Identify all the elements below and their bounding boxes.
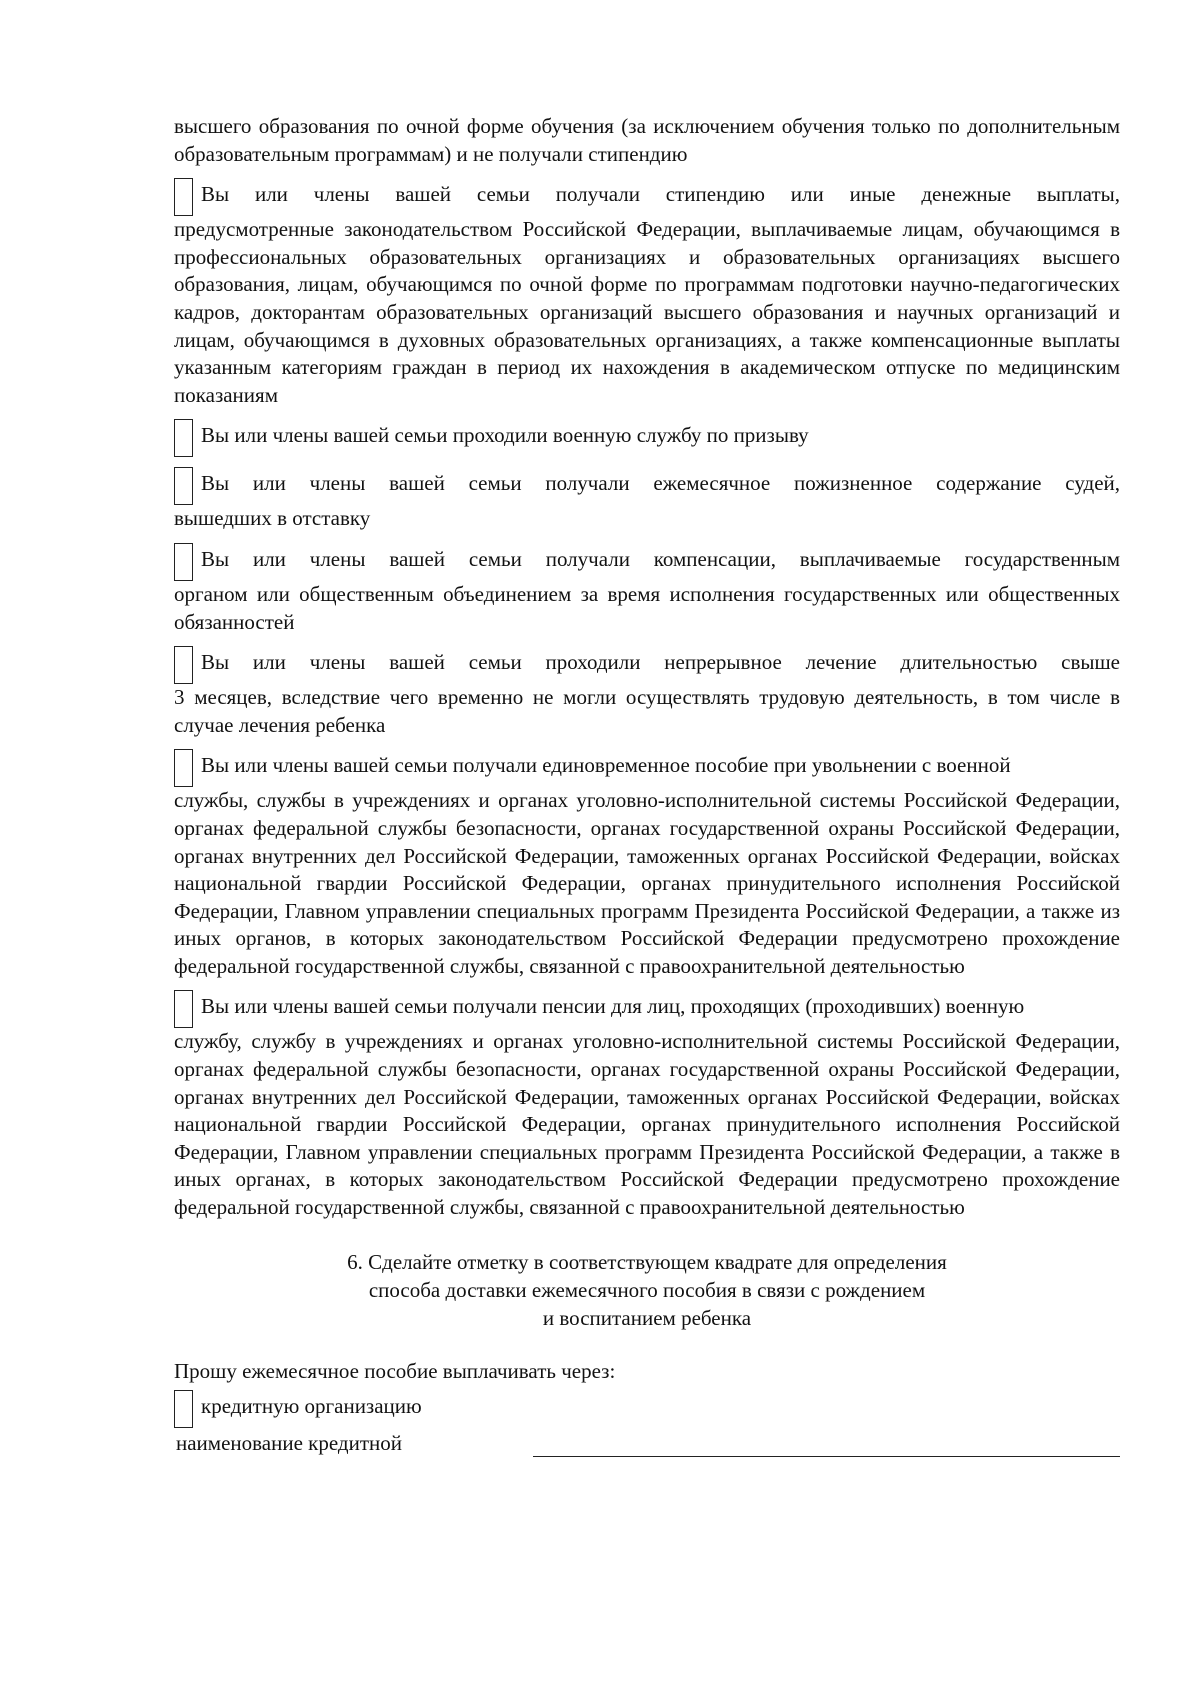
item-medical-treatment	[174, 649, 1120, 739]
checkbox-compensation[interactable]	[174, 543, 193, 581]
checkbox-judges-allowance[interactable]	[174, 467, 193, 505]
item-judges-allowance-first-line: Вы или члены вашей семьи получали ежемесячное пожизненное содержание судей,	[201, 471, 1120, 496]
item-scholarship-text: предусмотренные законодательством Российской Федерации, выплачиваемые лицам, обучающимся в профессиональных образовательных организациях и образовательных организациях высшего образования, лицам, обучающимся по очной форме по программам подготовки научно-педагогических кадров, докторантам образовательных организаций высшего образования и научных организаций и лицам, обучающимся в духовных образовательных организациях, а также компенсационные выплаты указанным категориям граждан в период их нахождения в академическом отпуске по медицинским показаниям	[174, 217, 1120, 407]
item-judges-allowance	[174, 470, 1120, 533]
item-dismissal-benefit-first-line: Вы или члены вашей семьи получали единовременное пособие при увольнении с военной	[201, 753, 1011, 778]
item-compensation-text: органом или общественным объединением за время исполнения государственных или общественных обязанностей	[174, 581, 1120, 634]
section-6-line-3: и воспитанием ребенка	[542, 1305, 752, 1330]
item-military-conscription	[174, 422, 1120, 457]
item-judges-allowance-text: вышедших в отставку	[174, 506, 371, 531]
item-scholarship	[174, 181, 1120, 409]
item-military-conscription-first-line: Вы или члены вашей семьи проходили военную службу по призыву	[201, 423, 809, 448]
intro-paragraph: высшего образования по очной форме обучения (за исключением обучения только по дополнительным образовательным программам) и не получали стипендию	[174, 114, 1120, 166]
application-form-page	[174, 113, 1120, 1460]
item-dismissal-benefit	[174, 752, 1120, 980]
checkbox-military-conscription[interactable]	[174, 419, 193, 457]
item-medical-treatment-text: 3 месяцев, вследствие чего временно не могли осуществлять трудовую деятельность, в том числе в случае лечения ребенка	[174, 685, 1120, 737]
checkbox-credit-organization[interactable]	[174, 1390, 193, 1428]
item-service-pension-text: службу, службу в учреждениях и органах уголовно-исполнительной системы Российской Федерации, органах федеральной службы безопасности, органах государственной охраны Российской Федерации, органах внутренних дел Российской Федерации, таможенных органах Российской Федерации, войсках национальной гвардии Российской Федерации, органах принудительного исполнения Российской Федерации, Главном управлении специальных программ Президента Российской Федерации, а также в иных органах, в которых законодательством Российской Федерации предусмотрено прохождение федеральной государственной службы, связанной с правоохранительной деятельностью	[174, 1029, 1120, 1220]
bank-name-label: наименование кредитной	[176, 1431, 402, 1456]
request-text: Прошу ежемесячное пособие выплачивать через:	[174, 1358, 616, 1383]
item-medical-treatment-first-line: Вы или члены вашей семьи проходили непрерывное лечение длительностью свыше	[201, 650, 1120, 675]
section-6-line-2: способа доставки ежемесячного пособия в связи с рождением	[368, 1277, 926, 1302]
item-service-pension-first-line: Вы или члены вашей семьи получали пенсии для лиц, проходящих (проходивших) военную	[201, 994, 1025, 1019]
item-compensation	[174, 546, 1120, 636]
item-dismissal-benefit-text: службы, службы в учреждениях и органах уголовно-исполнительной системы Российской Федерации, органах федеральной службы безопасности, органах государственной охраны Российской Федерации, органах внутренних дел Российской Федерации, таможенных органах Российской Федерации, войсках национальной гвардии Российской Федерации, органах принудительного исполнения Российской Федерации, Главном управлении специальных программ Президента Российской Федерации, а также из иных органов, в которых законодательством Российской Федерации предусмотрено прохождение федеральной государственной службы, связанной с правоохранительной деятельностью	[174, 788, 1120, 978]
checkbox-scholarship[interactable]	[174, 178, 193, 216]
option-credit-organization-label: кредитную организацию	[201, 1394, 422, 1419]
item-scholarship-first-line: Вы или члены вашей семьи получали стипендию или иные денежные выплаты,	[201, 182, 1120, 207]
section-6-line-1: 6. Сделайте отметку в соответствующем квадрате для определения	[347, 1249, 947, 1274]
checkbox-medical-treatment[interactable]	[174, 646, 193, 684]
section-6-heading	[174, 1248, 1120, 1332]
item-compensation-first-line: Вы или члены вашей семьи получали компенсации, выплачиваемые государственным	[201, 546, 1120, 571]
checkbox-service-pension[interactable]	[174, 990, 193, 1028]
checkbox-dismissal-benefit[interactable]	[174, 749, 193, 787]
item-service-pension	[174, 993, 1120, 1221]
bank-name-input-line[interactable]	[533, 1456, 1120, 1457]
bank-name-row	[174, 1430, 1120, 1460]
option-credit-organization	[174, 1393, 1120, 1428]
